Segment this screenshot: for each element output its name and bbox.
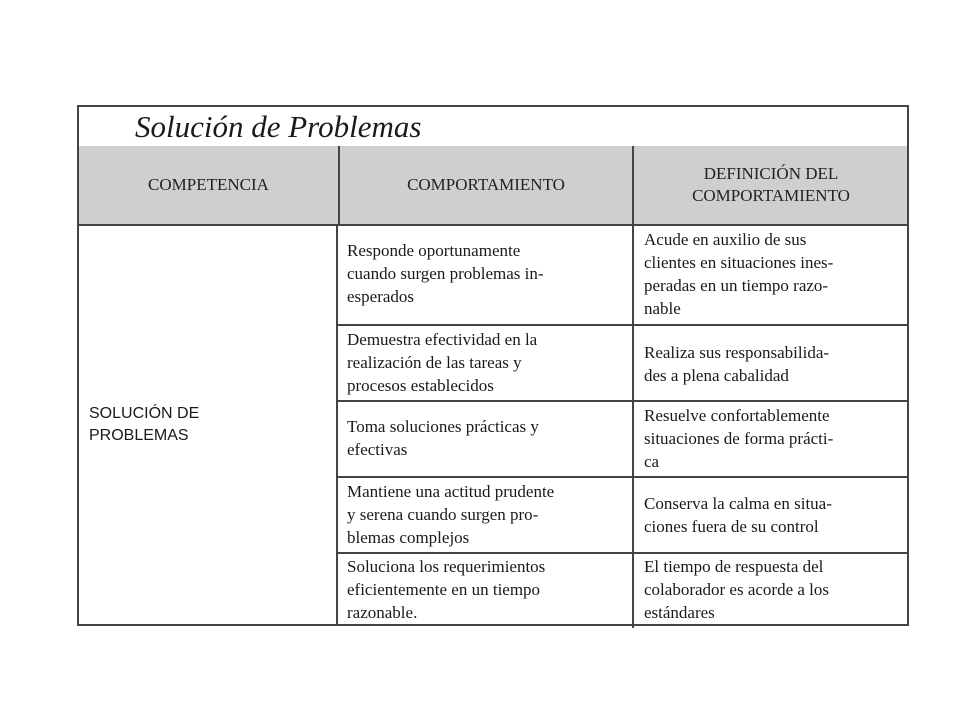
definicion-cell [632,402,908,476]
comportamiento-line: Toma soluciones prácticas y [347,417,539,436]
competencia-label-line2: PROBLEMAS [89,427,189,444]
competency-table [77,105,909,626]
comportamiento-cell [338,554,632,628]
comportamiento-line: Demuestra efectividad en la [347,330,538,349]
comportamiento-line: procesos establecidos [347,376,494,395]
comportamiento-cell [338,226,632,324]
definicion-line: Realiza sus responsabilida- [644,343,830,362]
comportamiento-cell [338,478,632,552]
definicion-cell [632,478,908,552]
definicion-line: colaborador es acorde a los [644,580,830,599]
comportamiento-line: esperados [347,287,415,306]
comportamiento-line: efectivas [347,440,408,459]
definicion-line: des a plena cabalidad [644,366,789,385]
comportamiento-line: realización de las tareas y [347,353,522,372]
table-row [338,478,907,554]
definicion-line: peradas en un tiempo razo- [644,276,829,295]
table-body [79,226,907,624]
table-title: Solución de Problemas [135,109,422,144]
definicion-cell [632,326,908,400]
behavior-rows [338,226,907,624]
table-row [338,326,907,402]
definicion-line: clientes en situaciones ines- [644,253,834,272]
comportamiento-line: blemas complejos [347,528,470,547]
header-definicion [632,146,908,224]
comportamiento-line: y serena cuando surgen pro- [347,505,539,524]
definicion-cell [632,226,908,324]
competencia-label [89,403,199,447]
header-definicion-line2: COMPORTAMIENTO [692,186,850,205]
title-row [79,107,907,148]
definicion-line: Acude en auxilio de sus [644,230,807,249]
comportamiento-line: Soluciona los requerimientos [347,557,546,576]
comportamiento-line: Responde oportunamente [347,241,521,260]
header-row [79,146,907,226]
table-row [338,402,907,478]
definicion-line: situaciones de forma prácti- [644,429,834,448]
definicion-line: ca [644,452,660,471]
competencia-label-line1: SOLUCIÓN DE [89,405,200,422]
table-row [338,554,907,628]
definicion-cell [632,554,908,628]
comportamiento-cell [338,402,632,476]
comportamiento-cell [338,326,632,400]
table-row [338,226,907,326]
competencia-cell [79,226,338,624]
comportamiento-line: cuando surgen problemas in- [347,264,544,283]
definicion-line: Resuelve confortablemente [644,406,830,425]
definicion-line: El tiempo de respuesta del [644,557,824,576]
definicion-line: estándares [644,603,715,622]
header-competencia: COMPETENCIA [148,175,269,194]
header-comportamiento: COMPORTAMIENTO [338,146,632,224]
comportamiento-line: eficientemente en un tiempo [347,580,541,599]
definicion-line: Conserva la calma en situa- [644,494,832,513]
comportamiento-line: razonable. [347,603,418,622]
header-definicion-line1: DEFINICIÓN DEL [703,164,839,183]
comportamiento-line: Mantiene una actitud prudente [347,482,555,501]
definicion-line: ciones fuera de su control [644,517,819,536]
definicion-line: nable [644,299,681,318]
